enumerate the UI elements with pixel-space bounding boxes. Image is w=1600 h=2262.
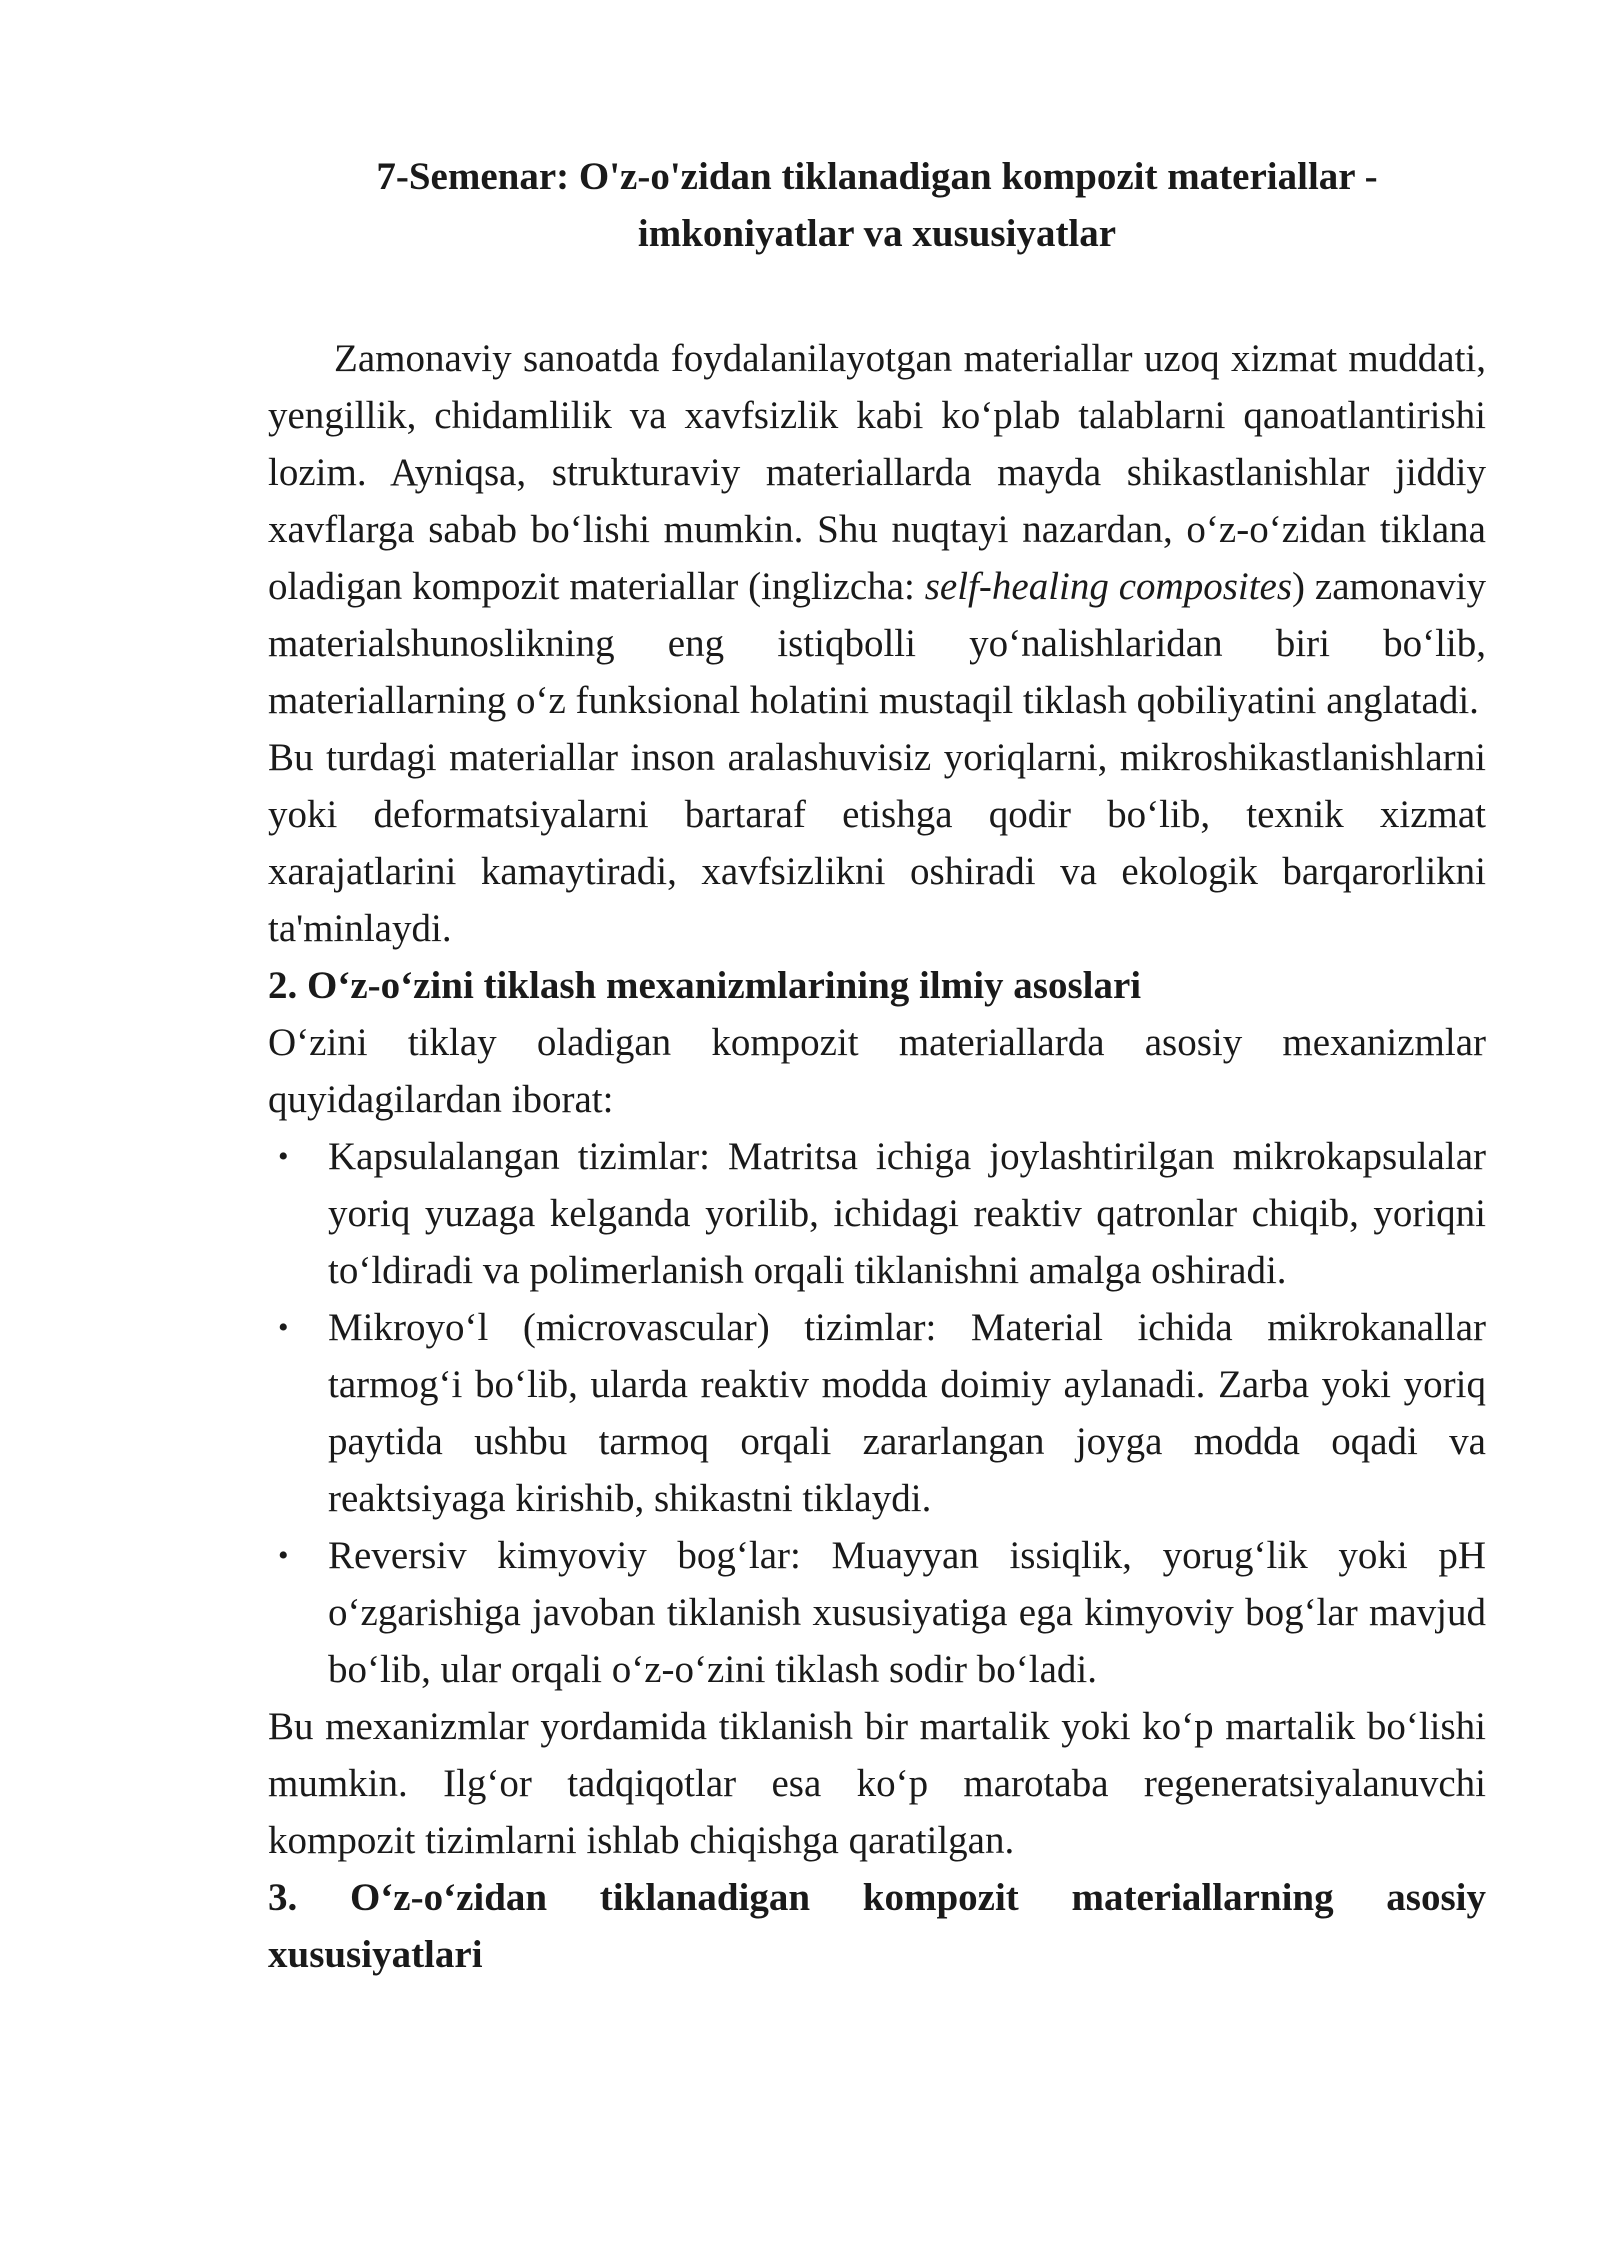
section-2-closing: Bu mexanizmlar yordamida tiklanish bir martalik yoki koʻp martalik boʻlishi mumkin. Ilgʻor tadqiqotlar esa koʻp marotaba regeneratsiyalanuvchi kompozit tizimlarni ishlab chiqishga qaratilgan. — [268, 1705, 1486, 1862]
intro-text-b: ) zamonaviy materialshunoslikning eng istiqbolli yoʻnalishlaridan biri boʻlib, materiallarning oʻz funksional holatini mustaqil tiklash qobiliyatini anglatadi. — [268, 565, 1487, 722]
section-2-lead: Oʻzini tiklay oladigan kompozit materiallarda asosiy mexanizmlar quyidagilardan iborat: — [268, 1021, 1486, 1121]
intro-text-a: Zamonaviy sanoatda foydalanilayotgan materiallar uzoq xizmat muddati, yengillik, chidamlilik va xavfsizlik kabi koʻplab talablarni qanoatlantirishi lozim. Ayniqsa, strukturaviy materiallarda mayda shikastlanishlar jiddiy xavflarga sabab boʻlishi mumkin. Shu nuqtayi nazardan, oʻz-oʻzidan tiklana oladigan kompozit materiallar (inglizcha: — [268, 337, 1486, 608]
list-item — [268, 1128, 1486, 1299]
list-item-text: Mikroyoʻl (microvascular) tizimlar: Material ichida mikrokanallar tarmogʻi boʻlib, ularda reaktiv modda doimiy aylanadi. Zarba yoki yoriq paytida ushbu tarmoq orqali zararlangan joyga modda oqadi va reaktsiyaga kirishib, shikastni tiklaydi. — [328, 1306, 1486, 1520]
mechanism-list — [268, 1128, 1486, 1698]
section-3-heading: 3. Oʻz-oʻzidan tiklanadigan kompozit materiallarning asosiy xususiyatlari — [268, 1876, 1486, 1976]
intro-paragraph-1 — [268, 330, 1486, 729]
list-item — [268, 1527, 1486, 1698]
intro-paragraph-2: Bu turdagi materiallar inson aralashuvisiz yoriqlarni, mikroshikastlanishlarni yoki deformatsiyalarni bartaraf etishga qodir boʻlib, texnik xizmat xarajatlarini kamaytiradi, xavfsizlikni oshiradi va ekologik barqarorlikni ta'minlaydi. — [268, 736, 1486, 950]
intro-italic-term: self-healing composites — [924, 565, 1293, 608]
section-2-heading: 2. Oʻz-oʻzini tiklash mexanizmlarining ilmiy asoslari — [268, 964, 1142, 1007]
list-item-text: Reversiv kimyoviy bogʻlar: Muayyan issiqlik, yorugʻlik yoki pH oʻzgarishiga javoban tiklanish xususiyatiga ega kimyoviy bogʻlar mavjud boʻlib, ular orqali oʻz-oʻzini tiklash sodir boʻladi. — [328, 1534, 1486, 1691]
bullet-icon: • — [278, 1311, 289, 1344]
list-item-text: Kapsulalangan tizimlar: Matritsa ichiga joylashtirilgan mikrokapsulalar yoriq yuzaga kelganda yorilib, ichidagi reaktiv qatronlar chiqib, yoriqni toʻldiradi va polimerlanish orqali tiklanishni amalga oshiradi. — [328, 1135, 1486, 1292]
bullet-icon: • — [278, 1140, 289, 1173]
list-item — [268, 1299, 1486, 1527]
bullet-icon: • — [278, 1539, 289, 1572]
page-title — [268, 148, 1486, 262]
title-line-2: imkoniyatlar va xususiyatlar — [637, 212, 1117, 255]
page-content — [268, 148, 1486, 1983]
title-line-1: 7-Semenar: O'z-o'zidan tiklanadigan kompozit materiallar - — [376, 155, 1378, 198]
